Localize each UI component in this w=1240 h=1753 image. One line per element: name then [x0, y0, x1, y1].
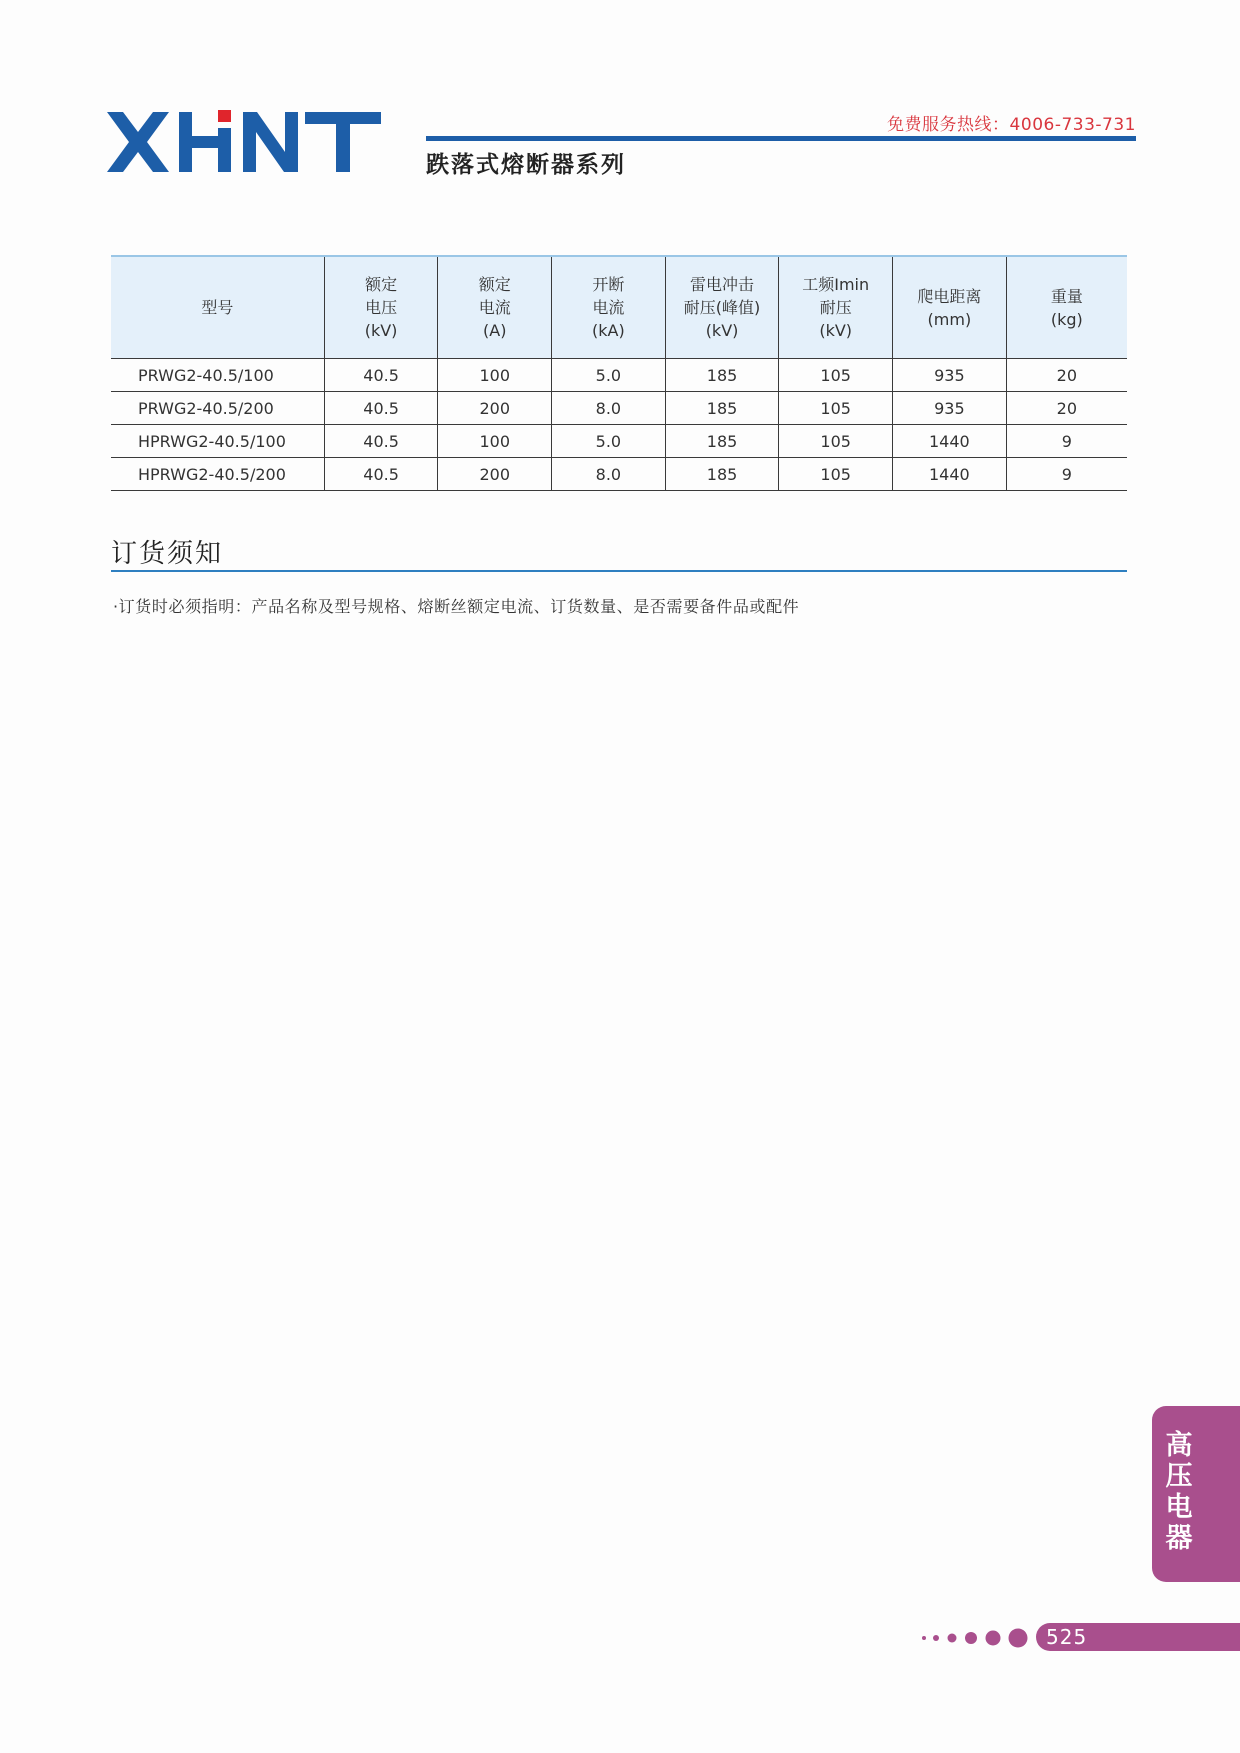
header-model: 型号	[111, 256, 324, 359]
cell-power-frequency: 105	[779, 359, 893, 392]
category-side-tab-label: 高压电器	[1165, 1430, 1193, 1554]
series-title: 跌落式熔断器系列	[426, 152, 626, 178]
header-lightning-impulse: 雷电冲击 耐压(峰值) (kV)	[665, 256, 779, 359]
cell-model: HPRWG2-40.5/100	[111, 425, 324, 458]
header-rule	[426, 136, 1136, 141]
header-rated-voltage: 额定 电压 (kV)	[324, 256, 438, 359]
header-creepage-distance: 爬电距离 (mm)	[893, 256, 1007, 359]
cell-rated-voltage: 40.5	[324, 425, 438, 458]
spec-table	[111, 255, 1127, 491]
brand-logo	[103, 108, 383, 176]
cell-breaking-current: 5.0	[552, 359, 666, 392]
brand-logo-text	[103, 0, 104, 1]
cell-weight: 9	[1006, 425, 1127, 458]
cell-model: HPRWG2-40.5/200	[111, 458, 324, 491]
header-power-frequency: 工频Imin 耐压 (kV)	[779, 256, 893, 359]
cell-power-frequency: 105	[779, 425, 893, 458]
cell-rated-current: 200	[438, 392, 552, 425]
page-number: 525	[1046, 1625, 1088, 1649]
header-rated-current: 额定 电流 (A)	[438, 256, 552, 359]
cell-breaking-current: 8.0	[552, 392, 666, 425]
ordering-section-title: 订货须知	[111, 539, 224, 569]
cell-rated-current: 200	[438, 458, 552, 491]
service-hotline: 免费服务热线：4006-733-731	[887, 115, 1136, 135]
cell-rated-voltage: 40.5	[324, 359, 438, 392]
ordering-note: ·订货时必须指明：产品名称及型号规格、熔断丝额定电流、订货数量、是否需要备件品或配件	[113, 597, 800, 616]
cell-breaking-current: 8.0	[552, 458, 666, 491]
cell-weight: 20	[1006, 359, 1127, 392]
cell-rated-voltage: 40.5	[324, 458, 438, 491]
cell-breaking-current: 5.0	[552, 425, 666, 458]
cell-power-frequency: 105	[779, 458, 893, 491]
cell-model: PRWG2-40.5/200	[111, 392, 324, 425]
cell-creepage-distance: 1440	[893, 425, 1007, 458]
cell-lightning-impulse: 185	[665, 425, 779, 458]
table-row	[111, 458, 1127, 491]
table-header-row	[111, 256, 1127, 359]
cell-weight: 20	[1006, 392, 1127, 425]
cell-rated-voltage: 40.5	[324, 392, 438, 425]
page-dots-decoration	[920, 1623, 1030, 1653]
table-row	[111, 425, 1127, 458]
header-breaking-current: 开断 电流 (kA)	[552, 256, 666, 359]
section-rule	[111, 570, 1127, 572]
cell-lightning-impulse: 185	[665, 392, 779, 425]
cell-model: PRWG2-40.5/100	[111, 359, 324, 392]
header-weight: 重量 (kg)	[1006, 256, 1127, 359]
cell-creepage-distance: 935	[893, 392, 1007, 425]
cell-rated-current: 100	[438, 425, 552, 458]
cell-creepage-distance: 1440	[893, 458, 1007, 491]
cell-rated-current: 100	[438, 359, 552, 392]
cell-lightning-impulse: 185	[665, 359, 779, 392]
cell-weight: 9	[1006, 458, 1127, 491]
table-row	[111, 359, 1127, 392]
cell-lightning-impulse: 185	[665, 458, 779, 491]
table-row	[111, 392, 1127, 425]
cell-power-frequency: 105	[779, 392, 893, 425]
cell-creepage-distance: 935	[893, 359, 1007, 392]
